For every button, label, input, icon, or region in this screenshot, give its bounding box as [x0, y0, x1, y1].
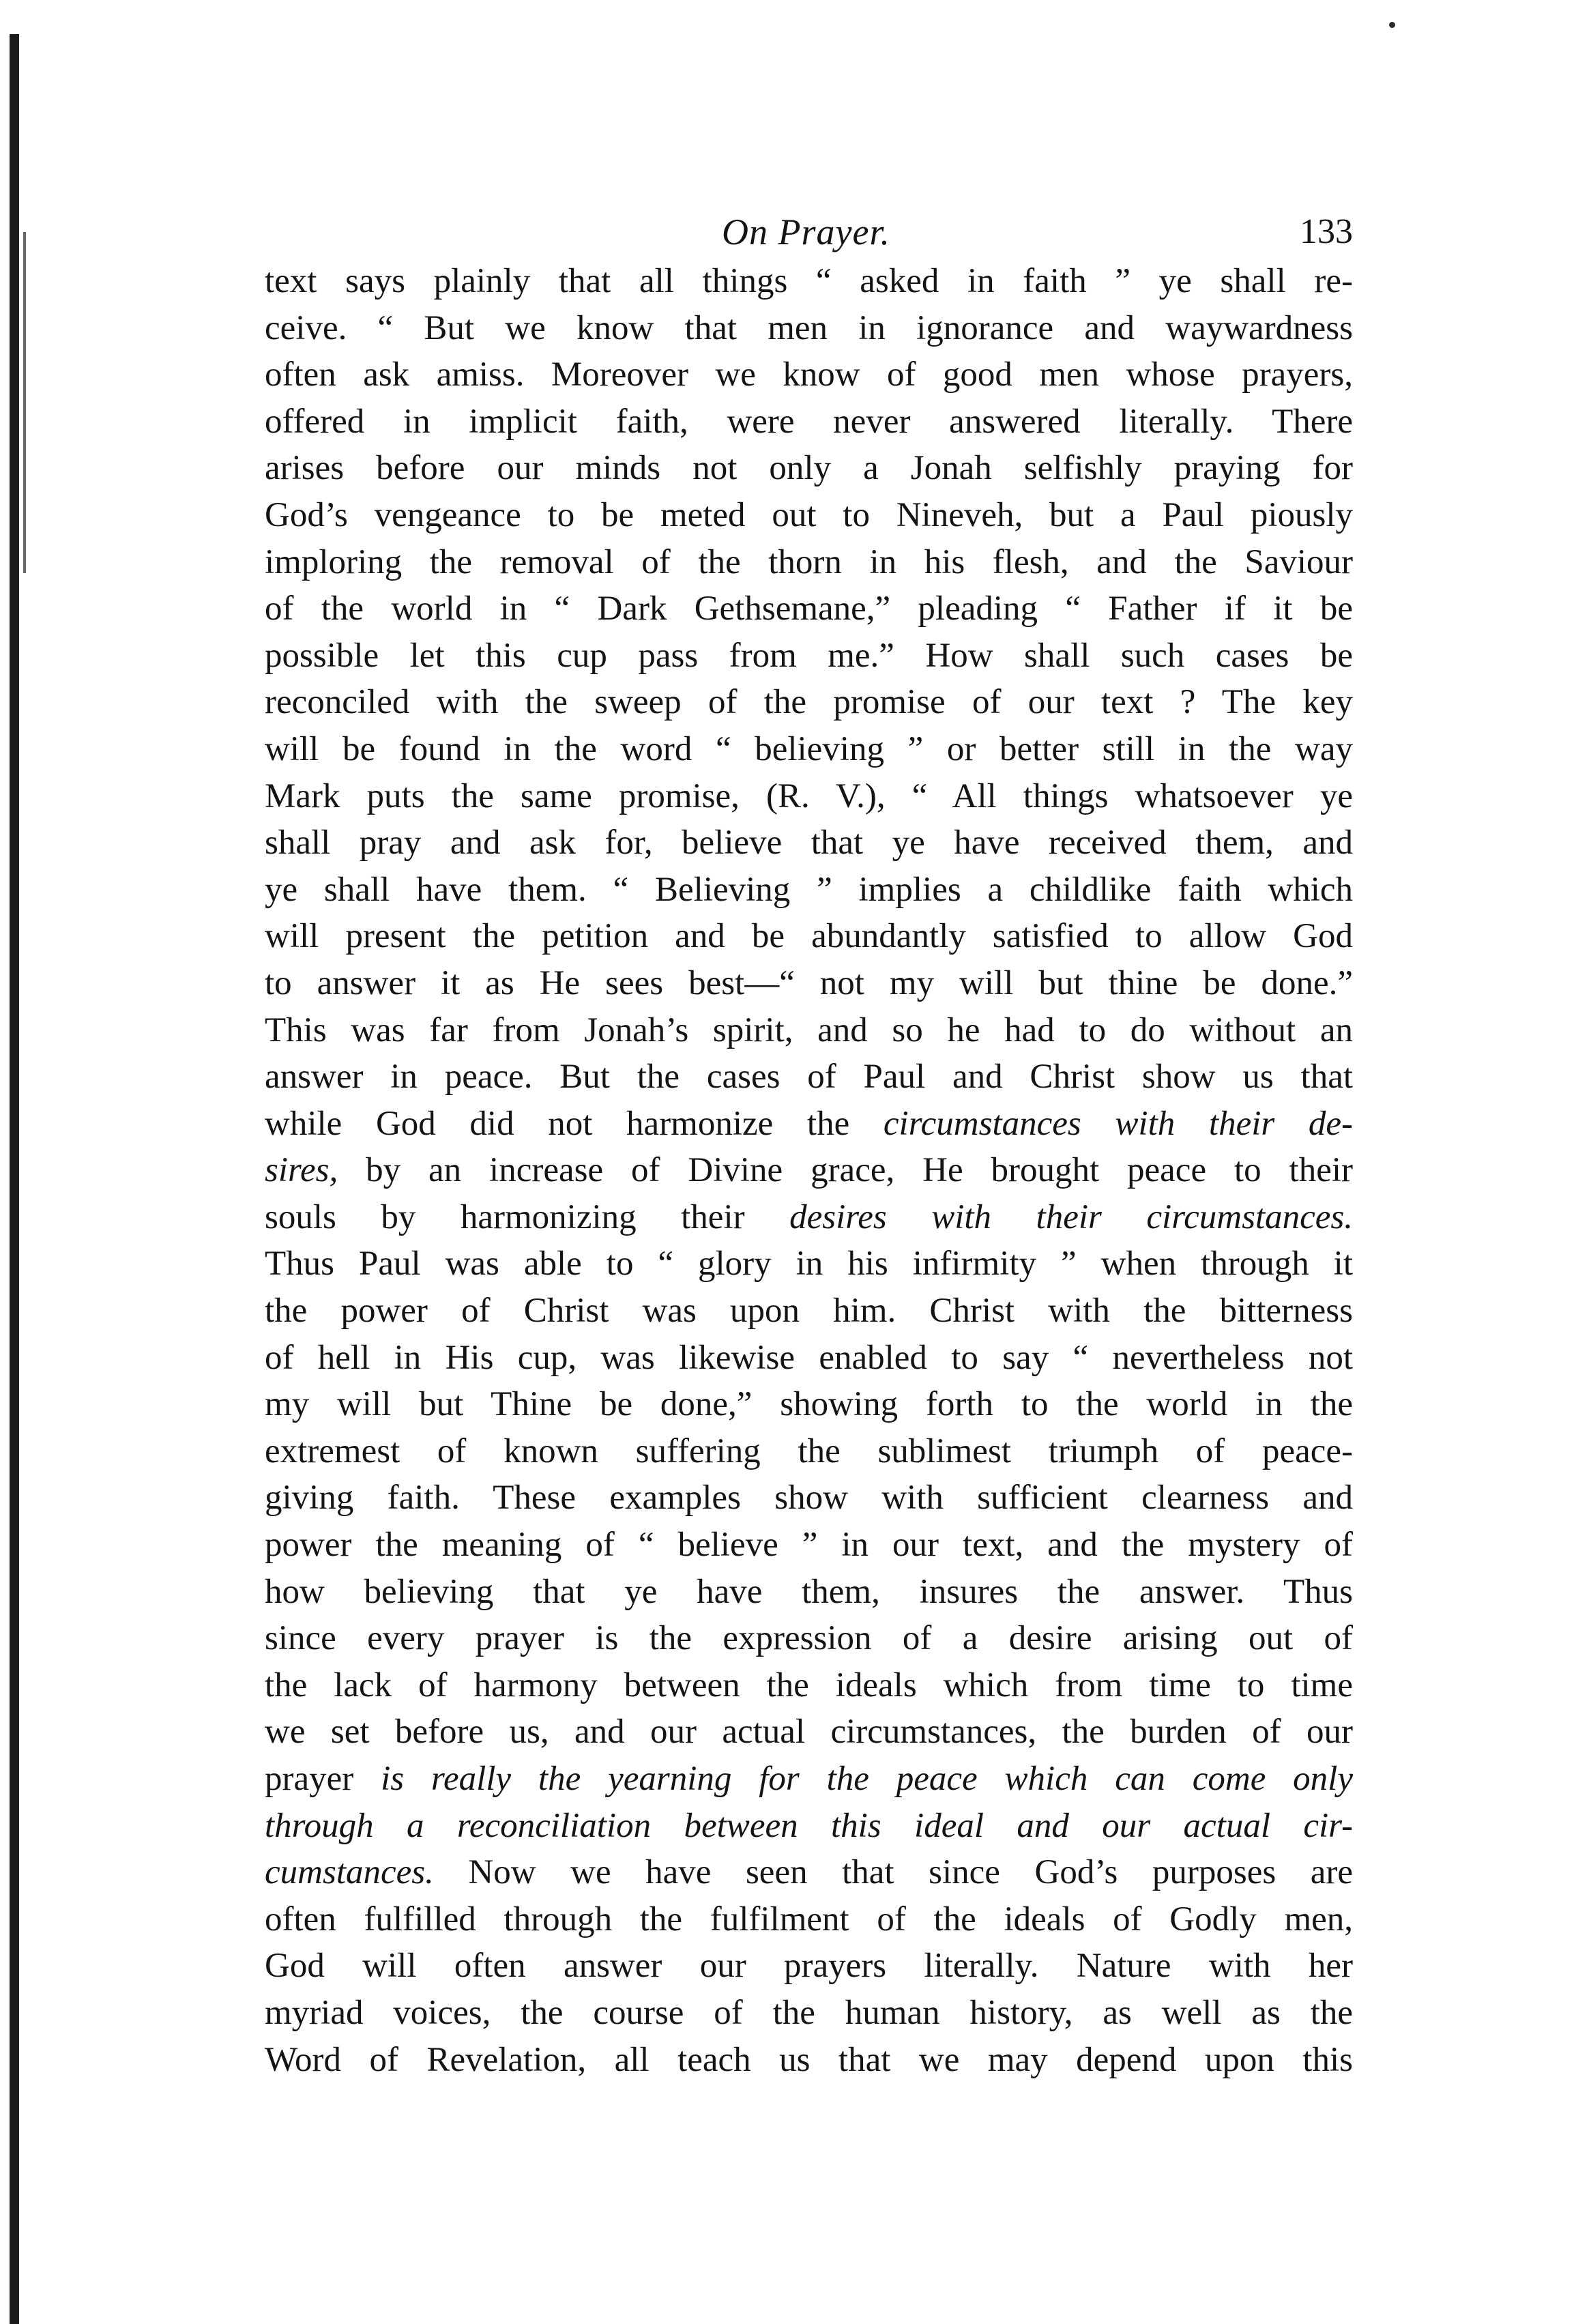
text-segment: possible let this cup pass from me.” How shall such cases be	[265, 636, 1353, 675]
text-segment: my will but Thine be done,” showing forth to the world in the	[265, 1385, 1353, 1424]
text-segment: God’s vengeance to be meted out to Nineveh, but a Paul piously	[265, 495, 1353, 534]
text-line	[265, 773, 1353, 820]
text-line	[265, 2037, 1353, 2084]
text-line	[265, 492, 1353, 539]
text-line	[265, 445, 1353, 492]
text-segment: will be found in the word “ believing ” or better still in the way	[265, 729, 1353, 768]
italic-text-segment: sires,	[265, 1151, 338, 1190]
text-segment: Thus Paul was able to “ glory in his infirmity ” when through it	[265, 1245, 1353, 1283]
binding-shadow-thin	[23, 232, 26, 573]
text-segment: of the world in “ Dark Gethsemane,” pleading “ Father if it be	[265, 590, 1353, 628]
text-line	[265, 351, 1353, 398]
text-segment: God will often answer our prayers literally. Nature with her	[265, 1947, 1353, 1986]
italic-text-segment: cumstances.	[265, 1853, 434, 1892]
text-segment: imploring the removal of the thorn in his flesh, and the Saviour	[265, 542, 1353, 581]
text-segment: how believing that ye have them, insures the answer. Thus	[265, 1572, 1353, 1611]
text-segment: offered in implicit faith, were never answered literally. There	[265, 402, 1353, 441]
text-line	[265, 913, 1353, 960]
text-line	[265, 1849, 1353, 1896]
text-line	[265, 1569, 1353, 1616]
text-segment: answer in peace. But the cases of Paul and Christ show us that	[265, 1058, 1353, 1096]
text-segment: extremest of known suffering the sublimest triumph of peace-	[265, 1432, 1353, 1470]
text-segment: since every prayer is the expression of a desire arising out of	[265, 1619, 1353, 1658]
text-segment: of hell in His cup, was likewise enabled to say “ nevertheless not	[265, 1338, 1353, 1377]
text-segment: shall pray and ask for, believe that ye have received them, and	[265, 824, 1353, 862]
text-segment: will present the petition and be abundantly satisfied to allow God	[265, 917, 1353, 956]
text-segment: Mark puts the same promise, (R. V.), “ All things whatsoever ye	[265, 776, 1353, 815]
text-segment: text says plainly that all things “ asked in faith ” ye shall re-	[265, 262, 1353, 300]
italic-text-segment: circumstances with their de-	[883, 1104, 1353, 1143]
text-line	[265, 819, 1353, 867]
text-line	[265, 1054, 1353, 1101]
text-line	[265, 1662, 1353, 1709]
text-segment: ceive. “ But we know that men in ignorance and waywardness	[265, 308, 1353, 347]
text-line	[265, 1428, 1353, 1475]
text-line	[265, 1147, 1353, 1194]
text-segment: arises before our minds not only a Jonah selfishly praying for	[265, 449, 1353, 488]
text-segment: Now we have seen that since God’s purposes are	[433, 1853, 1353, 1892]
running-title: On Prayer.	[722, 212, 890, 252]
text-line	[265, 1756, 1353, 1803]
text-line	[265, 1709, 1353, 1756]
text-segment: the lack of harmony between the ideals which from time to time	[265, 1666, 1353, 1704]
text-segment: Word of Revelation, all teach us that we may depend upon this	[265, 2040, 1353, 2079]
text-line	[265, 398, 1353, 446]
text-segment: often ask amiss. Moreover we know of good men whose prayers,	[265, 355, 1353, 394]
text-segment: reconciled with the sweep of the promise of our text ? The key	[265, 683, 1353, 722]
text-segment: to answer it as He sees best—“ not my will but thine be done.”	[265, 963, 1353, 1002]
italic-text-segment: desires with their circumstances.	[789, 1197, 1353, 1236]
italic-text-segment: is really the yearning for the peace which can come only	[381, 1760, 1353, 1798]
text-line	[265, 1007, 1353, 1054]
text-line	[265, 1475, 1353, 1522]
text-line	[265, 1803, 1353, 1850]
text-line	[265, 585, 1353, 633]
text-segment: giving faith. These examples show with sufficient clearness and	[265, 1479, 1353, 1517]
text-line	[265, 633, 1353, 680]
text-line	[265, 1288, 1353, 1335]
page-number: 133	[1300, 212, 1353, 251]
text-line	[265, 726, 1353, 773]
italic-text-segment: through a reconciliation between this ideal and our actual cir-	[265, 1806, 1353, 1845]
text-segment: myriad voices, the course of the human history, as well as the	[265, 1993, 1353, 2032]
text-line	[265, 305, 1353, 352]
text-line	[265, 679, 1353, 726]
text-line	[265, 1335, 1353, 1382]
text-line	[265, 1896, 1353, 1943]
text-line	[265, 1381, 1353, 1428]
text-line	[265, 1522, 1353, 1569]
text-segment: This was far from Jonah’s spirit, and so he had to do without an	[265, 1011, 1353, 1049]
text-line	[265, 539, 1353, 586]
text-line	[265, 1943, 1353, 1990]
text-segment: while God did not harmonize the	[265, 1104, 884, 1143]
text-line	[265, 1101, 1353, 1148]
binding-shadow	[10, 34, 19, 2324]
text-segment: by an increase of Divine grace, He brought peace to their	[338, 1151, 1353, 1190]
text-line	[265, 1990, 1353, 2037]
text-segment: power the meaning of “ believe ” in our text, and the mystery of	[265, 1526, 1353, 1565]
text-segment: souls by harmonizing their	[265, 1197, 790, 1236]
text-line	[265, 1615, 1353, 1662]
text-segment: the power of Christ was upon him. Christ with the bitterness	[265, 1292, 1353, 1331]
scan-speck	[1389, 22, 1395, 28]
text-line	[265, 1194, 1353, 1241]
text-segment: often fulfilled through the fulfilment of the ideals of Godly men,	[265, 1900, 1353, 1938]
running-head	[259, 205, 1353, 259]
body-text	[265, 258, 1353, 2083]
text-segment: we set before us, and our actual circumstances, the burden of our	[265, 1713, 1353, 1752]
text-line	[265, 258, 1353, 305]
text-line	[265, 960, 1353, 1007]
text-line	[265, 867, 1353, 914]
text-segment: prayer	[265, 1760, 381, 1798]
text-line	[265, 1240, 1353, 1288]
text-segment: ye shall have them. “ Believing ” implies a childlike faith which	[265, 870, 1353, 909]
